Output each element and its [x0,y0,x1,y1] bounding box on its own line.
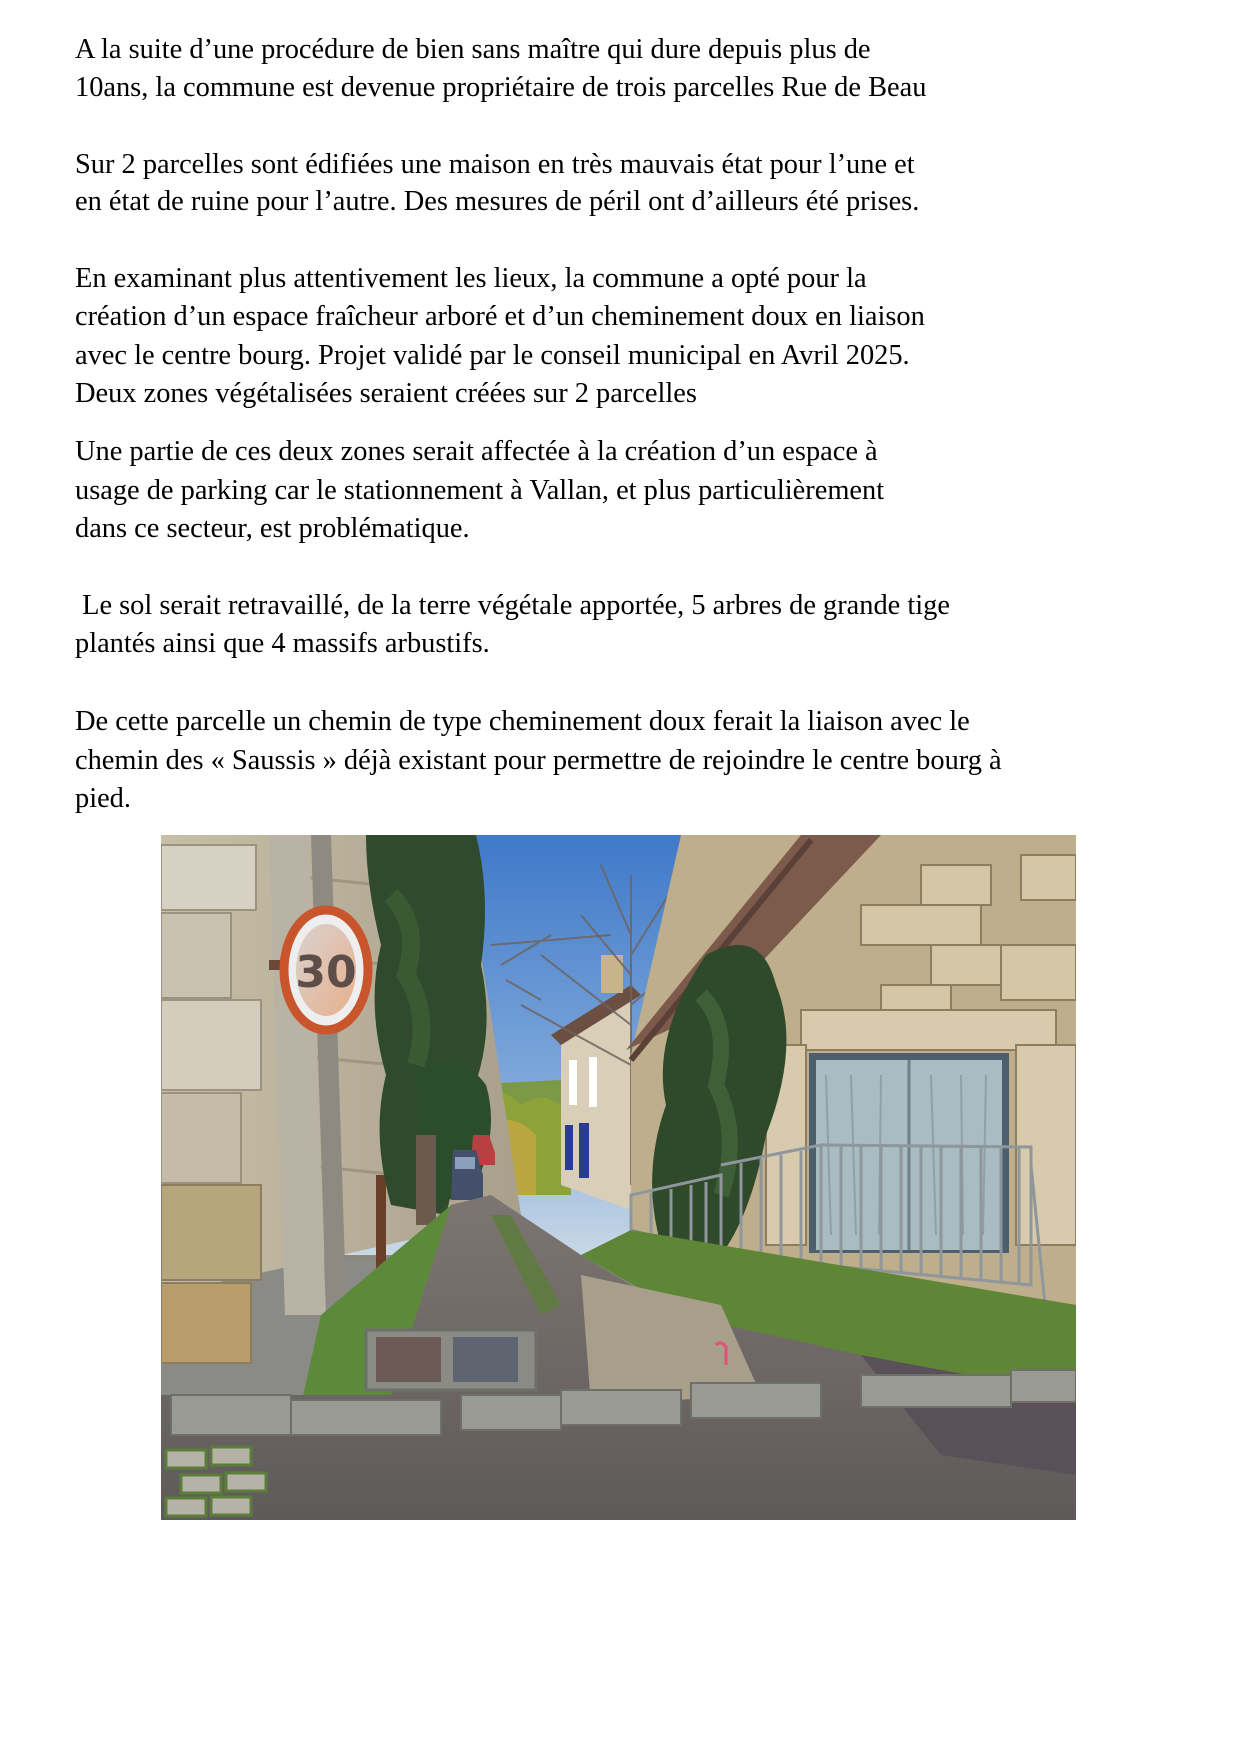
paragraph-6-line-2: chemin des « Saussis » déjà existant pour permettre de rejoindre le centre bourg à [75,745,1002,776]
alley-photo [161,835,1076,1520]
speed-limit-sign [284,910,368,1030]
paragraph-1-line-1: A la suite d’une procédure de bien sans maître qui dure depuis plus de [75,34,871,65]
manhole-cover-1 [376,1337,441,1382]
paragraph-2-line-2: en état de ruine pour l’autre. Des mesures de péril ont d’ailleurs été prises. [75,186,920,217]
alley-photo-illustration [161,835,1076,1520]
svg-text:30: 30 [295,947,357,998]
paragraph-5-line-2: plantés ainsi que 4 massifs arbustifs. [75,628,490,659]
paragraph-3-line-4: Deux zones végétalisées seraient créées sur 2 parcelles [75,378,697,409]
paragraph-6-line-3: pied. [75,783,131,814]
paragraph-3-line-2: création d’un espace fraîcheur arboré et d’un cheminement doux en liaison [75,301,925,332]
paragraph-3-line-1: En examinant plus attentivement les lieux, la commune a opté pour la [75,263,867,294]
paragraph-1-line-2: 10ans, la commune est devenue propriétaire de trois parcelles Rue de Beau [75,72,927,103]
paragraph-3-line-3: avec le centre bourg. Projet validé par le conseil municipal en Avril 2025. [75,340,910,371]
paragraph-4-line-2: usage de parking car le stationnement à Vallan, et plus particulièrement [75,475,885,506]
paragraph-4-line-1: Une partie de ces deux zones serait affectée à la création d’un espace à [75,436,878,467]
manhole-cover-2 [453,1337,518,1382]
paragraph-5-line-1: Le sol serait retravaillé, de la terre végétale apportée, 5 arbres de grande tige [75,590,950,621]
paragraph-4-line-3: dans ce secteur, est problématique. [75,513,470,544]
paragraph-6-line-1: De cette parcelle un chemin de type cheminement doux ferait la liaison avec le [75,706,970,737]
blue-shutter [565,1125,573,1170]
paragraph-2-line-1: Sur 2 parcelles sont édifiées une maison en très mauvais état pour l’une et [75,149,915,180]
